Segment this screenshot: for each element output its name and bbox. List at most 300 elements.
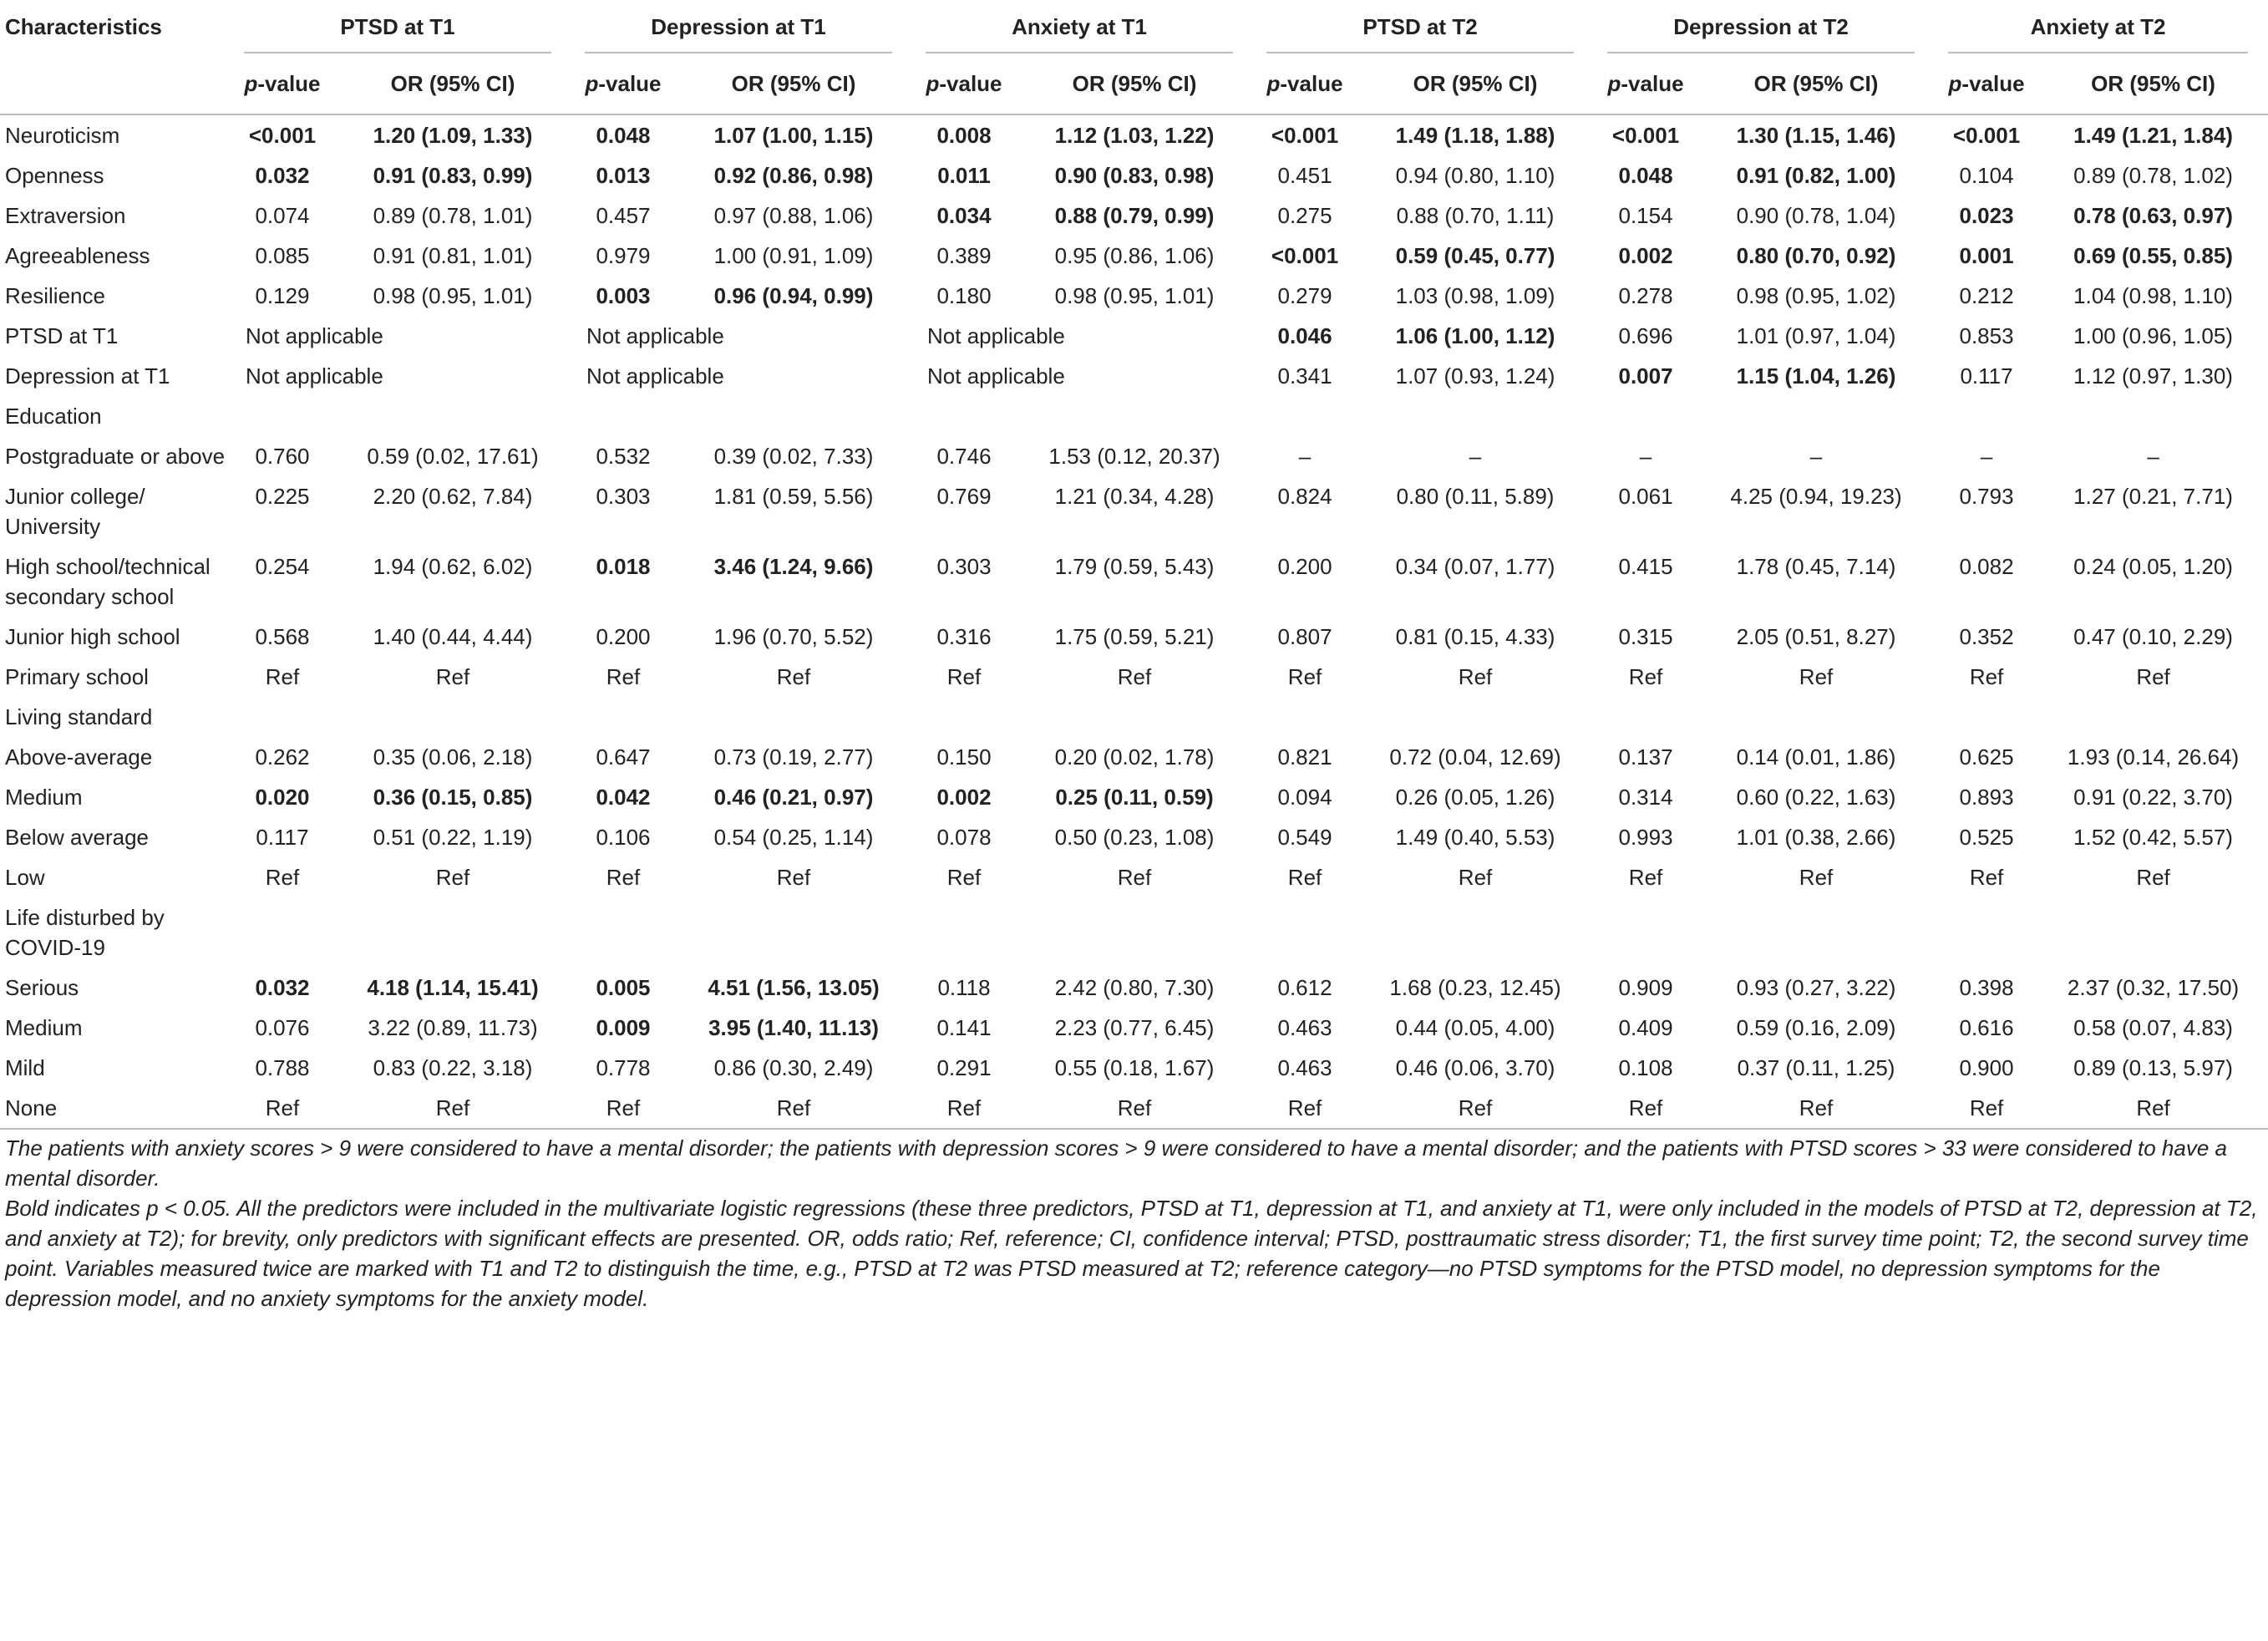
or-cell: Ref [435,865,470,890]
empty-cell [912,897,1016,968]
footnote: Bold indicates p < 0.05. All the predictors were included in the multivariate logistic regressions (these three predictors, PTSD at T1, depression at T1, and anxiety at T1, were only included in the models of PTSD at T2, depression at T2, and anxiety at T2); for brevity, only predictors with significant effects are presented. OR, odds ratio; Ref, reference; CI, confidence interval; PTSD, posttraumatic stress disorder; T1, the first survey time point; T2, the second survey time point. Variables measured twice are marked with T1 and T2 to distinguish the time, e.g., PTSD at T2 was PTSD measured at T2; reference category—no PTSD symptoms for the PTSD model, no depression symptoms for the depression model, and no anxiety symptoms for the anxiety model. [5,1196,2258,1311]
pvalue-cell: 0.303 [936,554,992,579]
empty-cell [912,396,1016,436]
or-cell: 0.59 (0.02, 17.61) [367,444,539,469]
not-applicable-cell: Not applicable [246,323,383,348]
or-cell: 1.07 (0.93, 1.24) [1395,363,1555,389]
pvalue-cell: 0.074 [255,203,310,228]
pvalue-cell: Ref [1628,664,1663,689]
empty-cell [675,396,912,436]
or-cell: Ref [2038,1088,2268,1129]
or-cell: 1.04 (0.98, 1.10) [2073,283,2233,308]
pvalue-cell: 0.154 [1618,203,1673,228]
or-cell: 1.12 (1.03, 1.22) [1054,123,1215,148]
header-row-columns [0,53,2268,114]
pvalue-cell: 0.463 [1277,1015,1332,1040]
pvalue-cell: 0.457 [596,203,651,228]
row-label: Education [5,404,102,429]
pvalue-cell: 0.117 [1960,363,2013,389]
table-row [0,968,2268,1008]
or-cell: 4.25 (0.94, 19.23) [1730,484,1902,509]
or-cell: 0.95 (0.86, 1.06) [1054,243,1215,268]
pvalue-cell: Ref [1594,1088,1697,1129]
pvalue-header: p-value [1253,53,1357,114]
or-cell: 0.93 (0.27, 3.22) [1736,975,1896,1000]
pvalue-cell: 0.078 [936,825,992,850]
pvalue-cell: 0.993 [1618,825,1673,850]
row-label: Depression at T1 [5,363,170,389]
pvalue-cell: 0.200 [1277,554,1332,579]
pvalue-cell: 0.085 [255,243,310,268]
or-cell: 4.51 (1.56, 13.05) [708,975,880,1000]
pvalue-cell: 0.463 [1277,1055,1332,1080]
or-cell: 0.80 (0.70, 0.92) [1736,243,1896,268]
pvalue-cell: 0.032 [255,163,310,188]
pvalue-cell: 0.108 [1618,1055,1673,1080]
or-header: OR (95% CI) [1697,53,1935,114]
or-cell: 0.50 (0.23, 1.08) [1054,825,1215,850]
table-footnotes [0,1133,2268,1313]
or-cell: 2.05 (0.51, 8.27) [1736,624,1896,649]
pvalue-header: p-value [231,53,334,114]
pvalue-cell: <0.001 [1952,123,2021,148]
or-header: OR (95% CI) [1357,53,1594,114]
table-row [0,737,2268,777]
pvalue-cell: 0.262 [255,744,310,770]
table-body [0,114,2268,1129]
characteristics-header: Characteristics [5,14,162,39]
empty-cell [231,396,334,436]
or-cell: Ref [1016,1088,1253,1129]
or-cell: 3.22 (0.89, 11.73) [368,1015,538,1040]
or-cell: 1.94 (0.62, 6.02) [373,554,533,579]
empty-cell [2038,396,2268,436]
table-row [0,476,2268,546]
pvalue-cell: 0.275 [1277,203,1332,228]
pvalue-cell: 0.746 [936,444,992,469]
empty-cell [1253,897,1357,968]
or-cell: Ref [435,664,470,689]
pvalue-cell: 0.001 [1959,243,2014,268]
row-label: Below average [5,825,149,850]
row-label: Primary school [5,664,149,689]
pvalue-cell: 0.625 [1959,744,2014,770]
pvalue-cell: 0.893 [1959,785,2014,810]
not-applicable-cell: Not applicable [246,363,383,389]
or-cell: 1.30 (1.15, 1.46) [1736,123,1896,148]
pvalue-cell: 0.005 [596,975,651,1000]
pvalue-cell: Ref [1969,865,2004,890]
pvalue-cell: 0.415 [1618,554,1673,579]
group-header: PTSD at T2 [1253,0,1594,53]
empty-cell [1697,697,1935,737]
pvalue-cell: 0.525 [1959,825,2014,850]
empty-cell [1594,697,1697,737]
or-cell: 1.01 (0.38, 2.66) [1736,825,1896,850]
or-cell: 0.36 (0.15, 0.85) [373,785,533,810]
pvalue-cell: 0.314 [1618,785,1673,810]
pvalue-cell: Ref [1969,664,2004,689]
or-cell: 0.80 (0.11, 5.89) [1396,484,1555,509]
pvalue-cell: 0.647 [596,744,651,770]
or-header: OR (95% CI) [675,53,912,114]
pvalue-cell: 0.316 [936,624,992,649]
or-cell: 1.79 (0.59, 5.43) [1054,554,1215,579]
pvalue-cell: 0.018 [596,554,651,579]
empty-cell [571,396,675,436]
row-label: Serious [5,975,79,1000]
or-cell: 1.03 (0.98, 1.09) [1395,283,1555,308]
or-cell: 1.00 (0.91, 1.09) [713,243,874,268]
pvalue-cell: 0.254 [255,554,310,579]
empty-cell [334,396,571,436]
or-cell: 0.46 (0.06, 3.70) [1395,1055,1555,1080]
pvalue-cell: <0.001 [1271,123,1339,148]
table-row [0,155,2268,196]
pvalue-cell: 0.094 [1277,785,1332,810]
pvalue-cell: 0.042 [596,785,651,810]
or-cell: 1.00 (0.96, 1.05) [2073,323,2233,348]
or-cell: 0.54 (0.25, 1.14) [713,825,874,850]
pvalue-cell: 0.821 [1277,744,1332,770]
pvalue-cell: 0.061 [1618,484,1673,509]
or-cell: 0.39 (0.02, 7.33) [713,444,874,469]
row-label: Postgraduate or above [5,444,226,469]
table-row [0,777,2268,817]
table-row [0,617,2268,657]
pvalue-cell: 0.118 [937,975,991,1000]
or-cell: 1.01 (0.97, 1.04) [1736,323,1896,348]
pvalue-cell: Ref [265,865,300,890]
empty-cell [675,697,912,737]
row-label: PTSD at T1 [5,323,119,348]
empty-cell [675,897,912,968]
table-row [0,396,2268,436]
row-label: Agreeableness [5,243,150,268]
row-label: Low [5,865,45,890]
pvalue-cell: 0.008 [936,123,992,148]
pvalue-cell: Ref [1935,1088,2038,1129]
table-row [0,356,2268,396]
pvalue-cell: 0.315 [1618,624,1673,649]
or-cell: Ref [1458,865,1493,890]
or-header: OR (95% CI) [334,53,571,114]
or-cell: 2.37 (0.32, 17.50) [2067,975,2240,1000]
empty-cell [1357,697,1594,737]
pvalue-cell: 0.020 [255,785,310,810]
table-row [0,114,2268,155]
or-cell: 0.92 (0.86, 0.98) [713,163,874,188]
empty-cell [231,897,334,968]
or-cell: 0.46 (0.21, 0.97) [713,785,874,810]
empty-cell [1016,897,1253,968]
pvalue-cell: 0.117 [256,825,309,850]
or-cell: 3.46 (1.24, 9.66) [713,554,874,579]
or-cell: 1.21 (0.34, 4.28) [1054,484,1215,509]
pvalue-cell: 0.778 [596,1055,651,1080]
pvalue-cell: 0.979 [596,243,651,268]
table-row [0,857,2268,897]
group-header: Anxiety at T2 [1935,0,2268,53]
or-cell: Ref [1458,664,1493,689]
or-cell: 2.20 (0.62, 7.84) [373,484,533,509]
row-label: Neuroticism [5,123,120,148]
row-label: Junior high school [5,624,180,649]
pvalue-cell: 0.451 [1277,163,1332,188]
or-cell: 0.91 (0.83, 0.99) [373,163,533,188]
footnote: The patients with anxiety scores > 9 were considered to have a mental disorder; the patients with depression scores > 9 were considered to have a mental disorder; and the patients with PTSD scores > 33 were considered to have a mental disorder. [5,1135,2227,1191]
pvalue-cell: 0.760 [255,444,310,469]
or-cell: 1.75 (0.59, 5.21) [1054,624,1215,649]
table-row [0,236,2268,276]
pvalue-cell: 0.180 [936,283,992,308]
pvalue-cell: 0.853 [1959,323,2014,348]
table-row [0,276,2268,316]
or-cell: 0.44 (0.05, 4.00) [1395,1015,1555,1040]
empty-cell [1253,697,1357,737]
empty-cell [1357,396,1594,436]
pvalue-cell: 0.048 [1618,163,1673,188]
pvalue-cell: 0.278 [1618,283,1673,308]
pvalue-cell: 0.046 [1277,323,1332,348]
pvalue-cell: 0.532 [596,444,651,469]
empty-cell [2038,697,2268,737]
or-cell: 1.49 (1.21, 1.84) [2073,123,2233,148]
empty-cell [1935,697,2038,737]
row-label: Resilience [5,283,105,308]
or-cell: Ref [776,865,811,890]
group-header: Depression at T2 [1594,0,1935,53]
pvalue-cell: 0.009 [596,1015,651,1040]
pvalue-cell: 0.011 [937,163,991,188]
pvalue-header: p-value [1594,53,1697,114]
or-cell: 0.83 (0.22, 3.18) [373,1055,533,1080]
or-cell: 0.91 (0.81, 1.01) [373,243,533,268]
or-cell: – [1469,444,1482,469]
or-cell: 0.90 (0.78, 1.04) [1736,203,1896,228]
or-cell: 1.20 (1.09, 1.33) [373,123,533,148]
table-row [0,1048,2268,1088]
row-label: High school/technical secondary school [5,554,211,609]
pvalue-cell: Ref [231,1088,334,1129]
pvalue-cell: Ref [1287,664,1322,689]
pvalue-cell: Ref [1287,865,1322,890]
pvalue-cell: <0.001 [248,123,317,148]
pvalue-header: p-value [1935,53,2038,114]
pvalue-cell: 0.549 [1277,825,1332,850]
pvalue-cell: 0.303 [596,484,651,509]
pvalue-cell: 0.032 [255,975,310,1000]
pvalue-cell: 0.389 [936,243,992,268]
pvalue-cell: 0.788 [255,1055,310,1080]
or-cell: 0.97 (0.88, 1.06) [713,203,874,228]
empty-cell [2038,897,2268,968]
or-cell: 1.53 (0.12, 20.37) [1048,444,1220,469]
pvalue-cell: 0.002 [936,785,992,810]
or-cell: 0.60 (0.22, 1.63) [1736,785,1896,810]
pvalue-cell: Ref [606,865,641,890]
or-cell: Ref [2136,865,2170,890]
or-cell: Ref [675,1088,912,1129]
or-cell: 1.27 (0.21, 7.71) [2073,484,2233,509]
table-row [0,657,2268,697]
or-cell: 0.73 (0.19, 2.77) [713,744,874,770]
or-cell: 3.95 (1.40, 11.13) [708,1015,879,1040]
characteristics-subheader [0,53,231,114]
header-row-groups [0,0,2268,53]
empty-cell [1935,897,2038,968]
pvalue-cell: 0.137 [1618,744,1673,770]
pvalue-cell: 0.225 [255,484,310,509]
pvalue-cell: Ref [1628,865,1663,890]
or-cell: 0.26 (0.05, 1.26) [1395,785,1555,810]
or-cell: 0.90 (0.83, 0.98) [1054,163,1215,188]
or-cell: 0.89 (0.78, 1.01) [373,203,533,228]
empty-cell [1935,396,2038,436]
empty-cell [1357,897,1594,968]
pvalue-cell: 0.909 [1618,975,1673,1000]
or-cell: 1.68 (0.23, 12.45) [1389,975,1561,1000]
pvalue-cell: 0.007 [1618,363,1673,389]
pvalue-cell: 0.824 [1277,484,1332,509]
or-cell: 1.15 (1.04, 1.26) [1736,363,1896,389]
empty-cell [1253,396,1357,436]
or-cell: Ref [1799,865,1834,890]
pvalue-cell: Ref [606,664,641,689]
pvalue-cell: 0.398 [1959,975,2014,1000]
or-cell: Ref [1117,865,1152,890]
or-cell: Ref [1117,664,1152,689]
or-cell: 0.55 (0.18, 1.67) [1054,1055,1215,1080]
or-cell: – [2147,444,2159,469]
or-cell: Ref [776,664,811,689]
pvalue-cell: 0.612 [1277,975,1332,1000]
or-cell: 1.52 (0.42, 5.57) [2073,825,2233,850]
or-cell: 0.24 (0.05, 1.20) [2073,554,2233,579]
row-label: Mild [5,1055,45,1080]
pvalue-cell: Ref [946,664,982,689]
pvalue-cell: – [1639,444,1652,469]
or-cell: 0.96 (0.94, 0.99) [713,283,874,308]
or-cell: 0.86 (0.30, 2.49) [713,1055,874,1080]
table-row [0,817,2268,857]
or-cell: 0.81 (0.15, 4.33) [1395,624,1555,649]
or-cell: 1.93 (0.14, 26.64) [2067,744,2240,770]
row-label: Living standard [5,704,153,729]
pvalue-header: p-value [912,53,1016,114]
pvalue-cell: 0.104 [1959,163,2014,188]
or-cell: 1.78 (0.45, 7.14) [1736,554,1896,579]
or-cell: 0.88 (0.79, 0.99) [1054,203,1215,228]
or-cell: 1.40 (0.44, 4.44) [373,624,533,649]
or-cell: Ref [334,1088,571,1129]
table-row [0,546,2268,617]
pvalue-cell: 0.616 [1959,1015,2014,1040]
pvalue-cell: 0.900 [1959,1055,2014,1080]
pvalue-cell: 0.200 [596,624,651,649]
empty-cell [571,897,675,968]
not-applicable-cell: Not applicable [586,363,724,389]
group-header: PTSD at T1 [231,0,571,53]
row-label: Extraversion [5,203,126,228]
or-cell: 0.34 (0.07, 1.77) [1395,554,1555,579]
or-cell: 0.69 (0.55, 0.85) [2073,243,2233,268]
empty-cell [334,697,571,737]
or-cell: 0.20 (0.02, 1.78) [1054,744,1215,770]
empty-cell [912,697,1016,737]
pvalue-cell: 0.023 [1959,203,2014,228]
pvalue-cell: 0.013 [596,163,651,188]
pvalue-cell: 0.279 [1277,283,1332,308]
pvalue-cell: 0.048 [596,123,651,148]
pvalue-cell: <0.001 [1611,123,1680,148]
table-row [0,1088,2268,1129]
or-cell: 4.18 (1.14, 15.41) [367,975,539,1000]
table-row [0,196,2268,236]
or-header: OR (95% CI) [2038,53,2268,114]
or-cell: 0.25 (0.11, 0.59) [1055,785,1214,810]
group-header: Depression at T1 [571,0,912,53]
row-label: Life disturbed by COVID-19 [5,905,165,960]
or-cell: 1.81 (0.59, 5.56) [713,484,874,509]
pvalue-cell: 0.082 [1959,554,2014,579]
row-label: Above-average [5,744,153,770]
pvalue-cell: Ref [946,865,982,890]
empty-cell [1016,396,1253,436]
or-cell: 0.91 (0.22, 3.70) [2073,785,2233,810]
empty-cell [1016,697,1253,737]
or-cell: Ref [1799,664,1834,689]
or-cell: 2.23 (0.77, 6.45) [1054,1015,1215,1040]
row-label: None [0,1088,231,1129]
empty-cell [334,897,571,968]
pvalue-cell: 0.291 [936,1055,992,1080]
pvalue-cell: Ref [265,664,300,689]
or-cell: 0.35 (0.06, 2.18) [373,744,533,770]
pvalue-cell: 0.129 [255,283,310,308]
or-cell: 0.98 (0.95, 1.02) [1736,283,1896,308]
or-cell: 0.98 (0.95, 1.01) [373,283,533,308]
pvalue-cell: 0.341 [1277,363,1332,389]
pvalue-cell: 0.141 [936,1015,992,1040]
group-header: Anxiety at T1 [912,0,1253,53]
pvalue-cell: 0.568 [255,624,310,649]
pvalue-cell: 0.003 [596,283,651,308]
pvalue-cell: 0.769 [936,484,992,509]
pvalue-cell: 0.106 [596,825,651,850]
pvalue-cell: 0.352 [1959,624,2014,649]
or-header: OR (95% CI) [1016,53,1253,114]
pvalue-cell: 0.793 [1959,484,2014,509]
empty-cell [1697,897,1935,968]
pvalue-cell: <0.001 [1271,243,1339,268]
pvalue-cell: 0.150 [936,744,992,770]
row-label: Medium [5,1015,83,1040]
or-cell: 1.49 (1.18, 1.88) [1395,123,1555,148]
or-cell: 0.72 (0.04, 12.69) [1389,744,1561,770]
pvalue-cell: 0.212 [1959,283,2014,308]
or-cell: 0.59 (0.16, 2.09) [1736,1015,1896,1040]
or-cell: 0.98 (0.95, 1.01) [1054,283,1215,308]
or-cell: 0.88 (0.70, 1.11) [1396,203,1555,228]
table-row [0,436,2268,476]
or-cell: 0.47 (0.10, 2.29) [2073,624,2233,649]
empty-cell [1594,396,1697,436]
empty-cell [231,697,334,737]
or-cell: 2.42 (0.80, 7.30) [1054,975,1215,1000]
empty-cell [1594,897,1697,968]
pvalue-cell: – [1298,444,1312,469]
